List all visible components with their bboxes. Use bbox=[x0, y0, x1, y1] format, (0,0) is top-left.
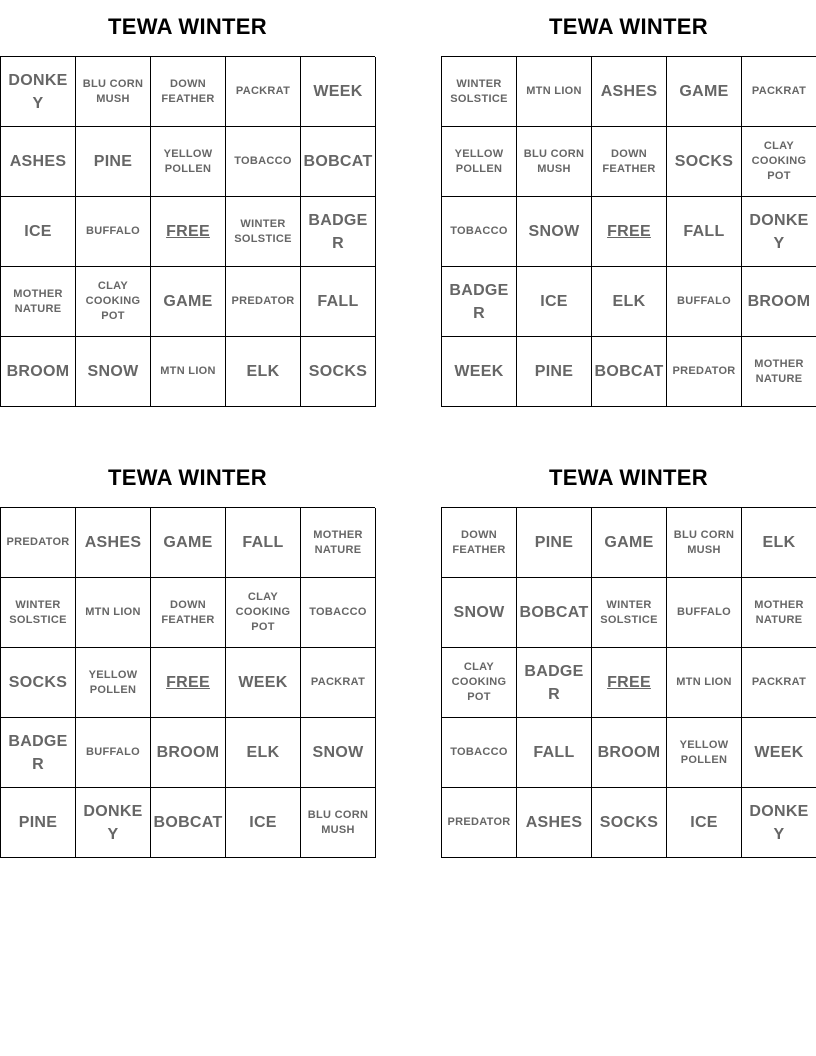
bingo-cell-label: BUFFALO bbox=[85, 225, 141, 237]
bingo-cell-label: SOCKS bbox=[308, 363, 368, 380]
bingo-cell bbox=[517, 648, 592, 718]
bingo-cell bbox=[226, 57, 301, 127]
bingo-cell bbox=[1, 127, 76, 197]
bingo-cell-label: FREE bbox=[166, 223, 210, 240]
bingo-cell bbox=[667, 127, 742, 197]
bingo-cell bbox=[742, 508, 816, 578]
card-title: TEWA WINTER bbox=[108, 465, 267, 490]
bingo-cell-label: ICE bbox=[249, 814, 277, 831]
bingo-cell-label: TOBACCO bbox=[234, 155, 292, 167]
bingo-cell-label: CLAY COOKING POT bbox=[451, 661, 507, 703]
bingo-cell-label: ELK bbox=[246, 363, 280, 380]
bingo-cell-label: PREDATOR bbox=[6, 536, 70, 548]
bingo-cell-label: ICE bbox=[540, 293, 568, 310]
bingo-cell bbox=[1, 648, 76, 718]
bingo-cell bbox=[226, 127, 301, 197]
bingo-cell-label: SNOW bbox=[528, 223, 580, 240]
bingo-cell-label: BUFFALO bbox=[676, 606, 732, 618]
bingo-cell-label: PINE bbox=[18, 814, 58, 831]
bingo-cell-label: MOTHER NATURE bbox=[754, 598, 804, 626]
bingo-cell-label: WEEK bbox=[313, 83, 363, 100]
bingo-cell bbox=[151, 508, 226, 578]
bingo-cell-label: ELK bbox=[612, 293, 646, 310]
bingo-cell bbox=[517, 718, 592, 788]
bingo-cell bbox=[742, 718, 816, 788]
bingo-cell-label: BLU CORN MUSH bbox=[82, 77, 144, 105]
bingo-cell bbox=[442, 127, 517, 197]
bingo-cell bbox=[301, 508, 376, 578]
bingo-cell bbox=[151, 788, 226, 858]
bingo-cell-label: BROOM bbox=[156, 744, 220, 761]
bingo-cell bbox=[226, 197, 301, 267]
bingo-cell bbox=[667, 57, 742, 127]
free-space bbox=[592, 197, 667, 267]
bingo-cell bbox=[667, 197, 742, 267]
bingo-cell-label: TOBACCO bbox=[309, 606, 367, 618]
bingo-cell-label: DOWN FEATHER bbox=[161, 598, 215, 626]
bingo-cell bbox=[517, 197, 592, 267]
bingo-cell bbox=[442, 337, 517, 407]
bingo-cell bbox=[1, 267, 76, 337]
bingo-cell bbox=[517, 57, 592, 127]
bingo-cell bbox=[667, 788, 742, 858]
bingo-cell bbox=[742, 57, 816, 127]
bingo-cell bbox=[517, 578, 592, 648]
bingo-cell bbox=[742, 337, 816, 407]
bingo-cell bbox=[592, 718, 667, 788]
bingo-cell bbox=[151, 127, 226, 197]
bingo-cell-label: PREDATOR bbox=[672, 365, 736, 377]
bingo-cell bbox=[517, 788, 592, 858]
bingo-cell bbox=[1, 578, 76, 648]
bingo-cell bbox=[151, 267, 226, 337]
bingo-cell-label: YELLOW POLLEN bbox=[88, 668, 138, 696]
bingo-cell-label: FREE bbox=[607, 223, 651, 240]
bingo-cell-label: BOBCAT bbox=[303, 153, 373, 170]
bingo-cell-label: MTN LION bbox=[526, 85, 582, 97]
bingo-cell bbox=[442, 57, 517, 127]
bingo-cell-label: BLU CORN MUSH bbox=[673, 528, 735, 556]
bingo-cell-label: MTN LION bbox=[676, 676, 732, 688]
bingo-cell-label: ICE bbox=[690, 814, 718, 831]
bingo-cell-label: SOCKS bbox=[8, 674, 68, 691]
bingo-cell bbox=[301, 578, 376, 648]
bingo-cell bbox=[1, 57, 76, 127]
bingo-cell bbox=[667, 718, 742, 788]
bingo-cell-label: BROOM bbox=[6, 363, 70, 380]
bingo-cell bbox=[592, 57, 667, 127]
bingo-cell bbox=[76, 648, 151, 718]
bingo-cell bbox=[76, 788, 151, 858]
bingo-cell-label: DOWN FEATHER bbox=[452, 528, 506, 556]
bingo-cell-label: FALL bbox=[242, 534, 284, 551]
bingo-cell-label: PACKRAT bbox=[751, 676, 807, 688]
bingo-cell-label: FREE bbox=[166, 674, 210, 691]
bingo-cell-label: WEEK bbox=[238, 674, 288, 691]
bingo-cell bbox=[301, 127, 376, 197]
bingo-cell-label: SNOW bbox=[87, 363, 139, 380]
free-space bbox=[151, 197, 226, 267]
bingo-cell bbox=[151, 718, 226, 788]
bingo-cell bbox=[1, 718, 76, 788]
bingo-cell bbox=[592, 267, 667, 337]
bingo-cell bbox=[226, 267, 301, 337]
bingo-cell-label: PACKRAT bbox=[751, 85, 807, 97]
bingo-cell-label: DONKEY bbox=[83, 802, 143, 843]
bingo-cell-label: MOTHER NATURE bbox=[754, 357, 804, 385]
bingo-cell-label: GAME bbox=[163, 534, 213, 551]
bingo-cell-label: DONKEY bbox=[8, 71, 68, 112]
bingo-cell bbox=[667, 337, 742, 407]
bingo-cell bbox=[301, 197, 376, 267]
bingo-cell-label: BADGER bbox=[308, 211, 368, 252]
bingo-cell bbox=[151, 337, 226, 407]
bingo-cell bbox=[442, 788, 517, 858]
bingo-cell-label: PACKRAT bbox=[310, 676, 366, 688]
bingo-cell bbox=[667, 508, 742, 578]
bingo-cell bbox=[226, 337, 301, 407]
bingo-cell-label: WINTER SOLSTICE bbox=[600, 598, 658, 626]
bingo-cell bbox=[151, 57, 226, 127]
bingo-cell-label: DONKEY bbox=[749, 211, 809, 252]
bingo-cell bbox=[742, 127, 816, 197]
bingo-cell bbox=[76, 578, 151, 648]
bingo-card-4 bbox=[441, 451, 816, 858]
bingo-cell bbox=[517, 267, 592, 337]
bingo-cell bbox=[301, 788, 376, 858]
bingo-cell bbox=[301, 337, 376, 407]
bingo-cell-label: ASHES bbox=[525, 814, 583, 831]
bingo-grid bbox=[0, 507, 375, 858]
bingo-cell-label: TOBACCO bbox=[450, 225, 508, 237]
bingo-cell bbox=[76, 267, 151, 337]
bingo-cell-label: MTN LION bbox=[160, 365, 216, 377]
bingo-cell bbox=[151, 578, 226, 648]
bingo-cell bbox=[1, 788, 76, 858]
bingo-grid bbox=[441, 507, 816, 858]
bingo-cell bbox=[442, 718, 517, 788]
bingo-cell bbox=[1, 337, 76, 407]
bingo-cell-label: GAME bbox=[604, 534, 654, 551]
bingo-cell-label: SNOW bbox=[312, 744, 364, 761]
bingo-cell-label: FALL bbox=[317, 293, 359, 310]
bingo-cell bbox=[592, 337, 667, 407]
bingo-cell-label: SOCKS bbox=[674, 153, 734, 170]
bingo-cell bbox=[517, 337, 592, 407]
bingo-cell bbox=[76, 197, 151, 267]
bingo-cell-label: MTN LION bbox=[85, 606, 141, 618]
bingo-cell-label: ELK bbox=[246, 744, 280, 761]
bingo-cell-label: WEEK bbox=[754, 744, 804, 761]
bingo-cell-label: WINTER SOLSTICE bbox=[9, 598, 67, 626]
bingo-cell-label: WINTER SOLSTICE bbox=[234, 217, 292, 245]
bingo-cell bbox=[442, 267, 517, 337]
bingo-cell-label: SOCKS bbox=[599, 814, 659, 831]
bingo-cell-label: PREDATOR bbox=[447, 816, 511, 828]
bingo-cell-label: PINE bbox=[534, 534, 574, 551]
free-space bbox=[151, 648, 226, 718]
bingo-cell-label: YELLOW POLLEN bbox=[454, 147, 504, 175]
bingo-cell bbox=[226, 508, 301, 578]
bingo-cell-label: BROOM bbox=[747, 293, 811, 310]
bingo-cell bbox=[442, 508, 517, 578]
bingo-cell-label: ASHES bbox=[84, 534, 142, 551]
bingo-cell-label: BOBCAT bbox=[594, 363, 664, 380]
bingo-cell bbox=[442, 578, 517, 648]
bingo-cell-label: WEEK bbox=[454, 363, 504, 380]
bingo-cell bbox=[226, 718, 301, 788]
bingo-cell bbox=[301, 57, 376, 127]
bingo-cell-label: BLU CORN MUSH bbox=[523, 147, 585, 175]
bingo-cell-label: ASHES bbox=[9, 153, 67, 170]
bingo-cell-label: CLAY COOKING POT bbox=[235, 591, 291, 633]
bingo-grid bbox=[0, 56, 375, 407]
bingo-cell bbox=[301, 648, 376, 718]
bingo-cell bbox=[1, 197, 76, 267]
bingo-cell bbox=[76, 127, 151, 197]
bingo-cell-label: BUFFALO bbox=[676, 295, 732, 307]
bingo-cell bbox=[76, 337, 151, 407]
bingo-cell-label: BADGER bbox=[8, 732, 68, 773]
bingo-cell bbox=[517, 127, 592, 197]
bingo-cell-label: TOBACCO bbox=[450, 746, 508, 758]
bingo-cell bbox=[1, 508, 76, 578]
bingo-cell-label: BOBCAT bbox=[153, 814, 223, 831]
bingo-cell-label: BOBCAT bbox=[519, 604, 589, 621]
bingo-cell-label: PINE bbox=[534, 363, 574, 380]
bingo-cell bbox=[442, 648, 517, 718]
card-title: TEWA WINTER bbox=[108, 14, 267, 39]
bingo-cell bbox=[76, 508, 151, 578]
bingo-cell bbox=[592, 127, 667, 197]
bingo-cell bbox=[742, 267, 816, 337]
bingo-cell-label: PINE bbox=[93, 153, 133, 170]
bingo-cell bbox=[226, 788, 301, 858]
bingo-card-2 bbox=[441, 0, 816, 407]
bingo-cell bbox=[226, 578, 301, 648]
bingo-cell bbox=[667, 648, 742, 718]
bingo-grid bbox=[441, 56, 816, 407]
bingo-cell-label: CLAY COOKING POT bbox=[85, 280, 141, 322]
bingo-cell bbox=[592, 508, 667, 578]
bingo-cell-label: FALL bbox=[533, 744, 575, 761]
bingo-card-3 bbox=[0, 451, 375, 858]
bingo-cell bbox=[592, 578, 667, 648]
bingo-cell bbox=[76, 57, 151, 127]
bingo-cell bbox=[517, 508, 592, 578]
bingo-cell-label: BLU CORN MUSH bbox=[307, 808, 369, 836]
bingo-cell-label: DOWN FEATHER bbox=[161, 77, 215, 105]
bingo-cell bbox=[301, 718, 376, 788]
bingo-cell bbox=[226, 648, 301, 718]
bingo-cell-label: BADGER bbox=[524, 662, 584, 703]
bingo-cell-label: BADGER bbox=[449, 281, 509, 322]
bingo-cell-label: DONKEY bbox=[749, 802, 809, 843]
bingo-cell bbox=[592, 788, 667, 858]
bingo-cell-label: FREE bbox=[607, 674, 651, 691]
bingo-cell-label: ELK bbox=[762, 534, 796, 551]
bingo-card-1 bbox=[0, 0, 375, 407]
bingo-cell-label: YELLOW POLLEN bbox=[163, 147, 213, 175]
bingo-cell-label: SNOW bbox=[453, 604, 505, 621]
free-space bbox=[592, 648, 667, 718]
bingo-cell-label: ICE bbox=[24, 223, 52, 240]
bingo-cell-label: GAME bbox=[163, 293, 213, 310]
bingo-cell-label: MOTHER NATURE bbox=[13, 287, 63, 315]
bingo-cell bbox=[742, 197, 816, 267]
bingo-cell bbox=[742, 578, 816, 648]
bingo-cell bbox=[76, 718, 151, 788]
bingo-cell-label: CLAY COOKING POT bbox=[751, 140, 807, 182]
bingo-cell-label: YELLOW POLLEN bbox=[679, 738, 729, 766]
bingo-cell-label: WINTER SOLSTICE bbox=[450, 77, 508, 105]
bingo-cell-label: BUFFALO bbox=[85, 746, 141, 758]
bingo-cell-label: PREDATOR bbox=[231, 295, 295, 307]
bingo-cell bbox=[442, 197, 517, 267]
bingo-cell bbox=[667, 578, 742, 648]
bingo-cell-label: BROOM bbox=[597, 744, 661, 761]
card-title: TEWA WINTER bbox=[549, 14, 708, 39]
bingo-cell-label: ASHES bbox=[600, 83, 658, 100]
bingo-cell bbox=[742, 788, 816, 858]
bingo-cell-label: GAME bbox=[679, 83, 729, 100]
bingo-cell bbox=[742, 648, 816, 718]
bingo-cell-label: FALL bbox=[683, 223, 725, 240]
card-title: TEWA WINTER bbox=[549, 465, 708, 490]
bingo-cell-label: MOTHER NATURE bbox=[313, 528, 363, 556]
bingo-cell bbox=[667, 267, 742, 337]
bingo-cell-label: DOWN FEATHER bbox=[602, 147, 656, 175]
bingo-cell bbox=[301, 267, 376, 337]
bingo-cell-label: PACKRAT bbox=[235, 85, 291, 97]
